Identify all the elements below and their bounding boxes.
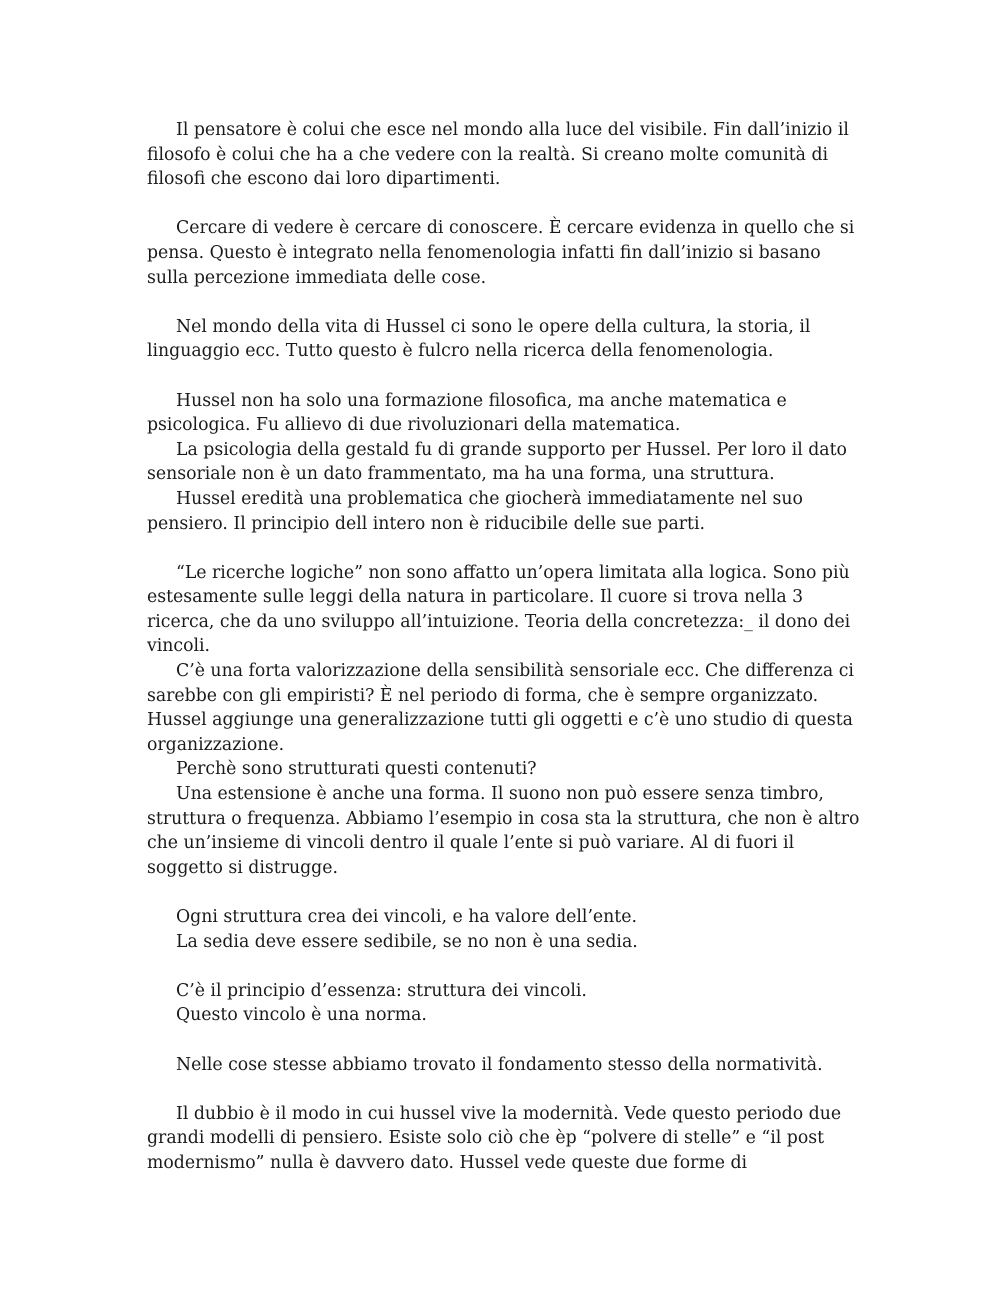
- text-block: [147, 561, 867, 881]
- paragraph: Una estensione è anche una forma. Il suono non può essere senza timbro, struttura o frequenza. Abbiamo l’esempio in cosa sta la struttura, che non è altro che un’insieme di vincoli dentro il quale l’ente si può variare. Al di fuori il soggetto si distrugge.: [147, 784, 860, 878]
- paragraph: C’è il principio d’essenza: struttura dei vincoli.: [176, 980, 587, 1001]
- document-page: [147, 118, 867, 1200]
- paragraph: Ogni struttura crea dei vincoli, e ha valore dell’ente.: [176, 907, 637, 927]
- paragraph: Questo vincolo è una norma.: [176, 1005, 427, 1026]
- paragraph: Perchè sono strutturati questi contenuti?: [176, 759, 537, 780]
- text-block: [147, 1102, 867, 1176]
- paragraph: Il dubbio è il modo in cui hussel vive la modernità. Vede questo periodo due grandi modelli di pensiero. Esiste solo ciò che èp “polvere di stelle” e “il post modernismo” nulla è davvero dato. Hussel vede queste due forme di: [147, 1103, 842, 1173]
- paragraph: La psicologia della gestald fu di grande supporto per Hussel. Per loro il dato sensoriale non è un dato frammentato, ma ha una forma, una struttura.: [147, 439, 847, 485]
- paragraph: Hussel non ha solo una formazione filosofica, ma anche matematica e psicologica. Fu allievo di due rivoluzionari della matematica.: [147, 390, 787, 436]
- paragraph: Il pensatore è colui che esce nel mondo alla luce del visibile. Fin dall’inizio il filosofo è colui che ha a che vedere con la realtà. Si creano molte comunità di filosofi che escono dai loro dipartimenti.: [147, 120, 849, 190]
- paragraph: Cercare di vedere è cercare di conoscere. È cercare evidenza in quello che si pensa. Questo è integrato nella fenomenologia infatti fin dall’inizio si basano sulla percezione immediata delle cose.: [147, 218, 855, 288]
- text-block: [147, 979, 867, 1028]
- text-block: [147, 118, 867, 192]
- paragraph: C’è una forta valorizzazione della sensibilità sensoriale ecc. Che differenza ci sarebbe con gli empiristi? È nel periodo di forma, che è sempre organizzato. Hussel aggiunge una generalizzazione tutti gli oggetti e c’è uno studio di questa organizzazione.: [147, 661, 854, 755]
- paragraph: Nelle cose stesse abbiamo trovato il fondamento stesso della normatività.: [176, 1054, 823, 1075]
- text-block: [147, 389, 867, 537]
- paragraph: Hussel eredità una problematica che giocherà immediatamente nel suo pensiero. Il principio dell intero non è riducibile delle sue parti.: [147, 488, 803, 534]
- paragraph: La sedia deve essere sedibile, se no non è una sedia.: [176, 931, 638, 952]
- paragraph: Nel mondo della vita di Hussel ci sono le opere della cultura, la storia, il linguaggio ecc. Tutto questo è fulcro nella ricerca della fenomenologia.: [147, 316, 811, 362]
- paragraph: “Le ricerche logiche” non sono affatto un’opera limitata alla logica. Sono più estesamente sulle leggi della natura in particolare. Il cuore si trova nella 3 ricerca, che da uno sviluppo all’intuizione. Teoria della concretezza:_ il dono dei vincoli.: [147, 562, 851, 657]
- text-block: [147, 1053, 867, 1078]
- text-block: [147, 315, 867, 364]
- text-block: [147, 216, 867, 290]
- text-block: [147, 905, 867, 954]
